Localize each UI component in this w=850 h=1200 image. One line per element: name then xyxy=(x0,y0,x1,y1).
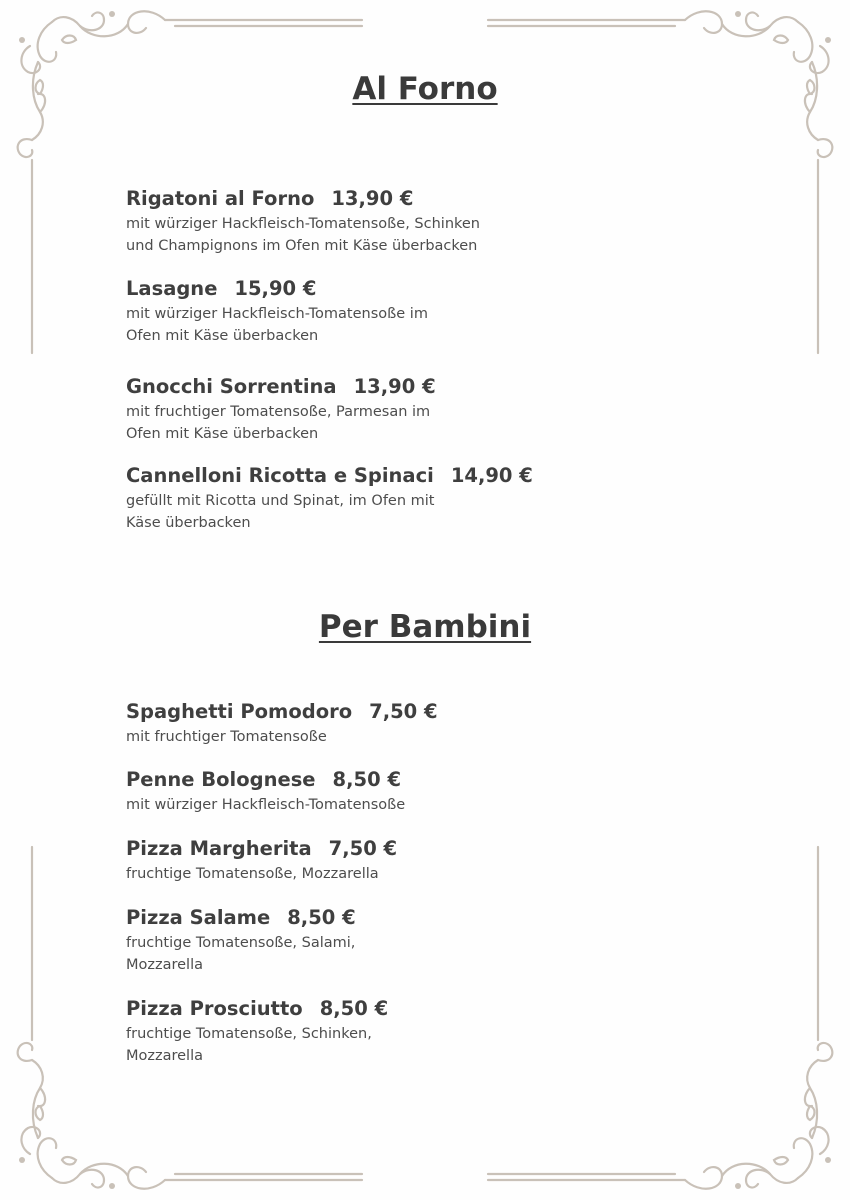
item-description-line: Mozzarella xyxy=(126,957,203,973)
item-description-line: Käse überbacken xyxy=(126,515,251,531)
item-price: 13,90 € xyxy=(331,187,414,210)
item-price: 15,90 € xyxy=(234,277,317,300)
item-price: 8,50 € xyxy=(319,997,389,1020)
item-name: Pizza Prosciutto xyxy=(126,997,303,1020)
menu-item xyxy=(126,185,766,257)
item-name: Cannelloni Ricotta e Spinaci xyxy=(126,464,434,487)
item-name: Spaghetti Pomodoro xyxy=(126,700,353,723)
item-description-line: fruchtige Tomatensoße, Salami, xyxy=(126,935,356,951)
item-price: 7,50 € xyxy=(369,700,438,723)
item-name: Rigatoni al Forno xyxy=(126,187,315,210)
menu-item xyxy=(126,766,766,816)
item-description-line: Mozzarella xyxy=(126,1048,203,1064)
item-name: Penne Bolognese xyxy=(126,768,316,791)
menu-item xyxy=(126,698,766,748)
item-name: Lasagne xyxy=(126,277,218,300)
menu-item xyxy=(126,462,766,534)
item-description-line: mit würziger Hackfleisch-Tomatensoße, Schinken xyxy=(126,216,480,232)
item-description-line: mit fruchtiger Tomatensoße xyxy=(126,729,327,745)
item-description-line: und Champignons im Ofen mit Käse überbacken xyxy=(126,238,478,254)
item-description-line: mit würziger Hackfleisch-Tomatensoße im xyxy=(126,306,428,322)
item-name: Pizza Salame xyxy=(126,906,271,929)
section-title-al-forno: Al Forno xyxy=(352,71,498,107)
item-description-line: mit fruchtiger Tomatensoße, Parmesan im xyxy=(126,404,431,420)
item-description-line: Ofen mit Käse überbacken xyxy=(126,426,319,442)
item-description-line: fruchtige Tomatensoße, Mozzarella xyxy=(126,866,379,882)
item-description-line: gefüllt mit Ricotta und Spinat, im Ofen mit xyxy=(126,493,435,509)
item-name: Gnocchi Sorrentina xyxy=(126,375,337,398)
section-title-per-bambini: Per Bambini xyxy=(318,609,532,645)
item-description-line: fruchtige Tomatensoße, Schinken, xyxy=(126,1026,372,1042)
menu-item xyxy=(126,835,766,885)
item-price: 8,50 € xyxy=(287,906,356,929)
item-description-line: mit würziger Hackfleisch-Tomatensoße xyxy=(126,797,406,813)
item-price: 13,90 € xyxy=(353,375,436,398)
menu-item xyxy=(126,995,766,1067)
item-name: Pizza Margherita xyxy=(126,837,312,860)
menu-item xyxy=(126,373,766,445)
item-price: 7,50 € xyxy=(328,837,398,860)
item-price: 8,50 € xyxy=(332,768,402,791)
menu-item xyxy=(126,904,766,976)
item-price: 14,90 € xyxy=(450,464,533,487)
menu-item xyxy=(126,275,766,347)
item-description-line: Ofen mit Käse überbacken xyxy=(126,328,319,344)
